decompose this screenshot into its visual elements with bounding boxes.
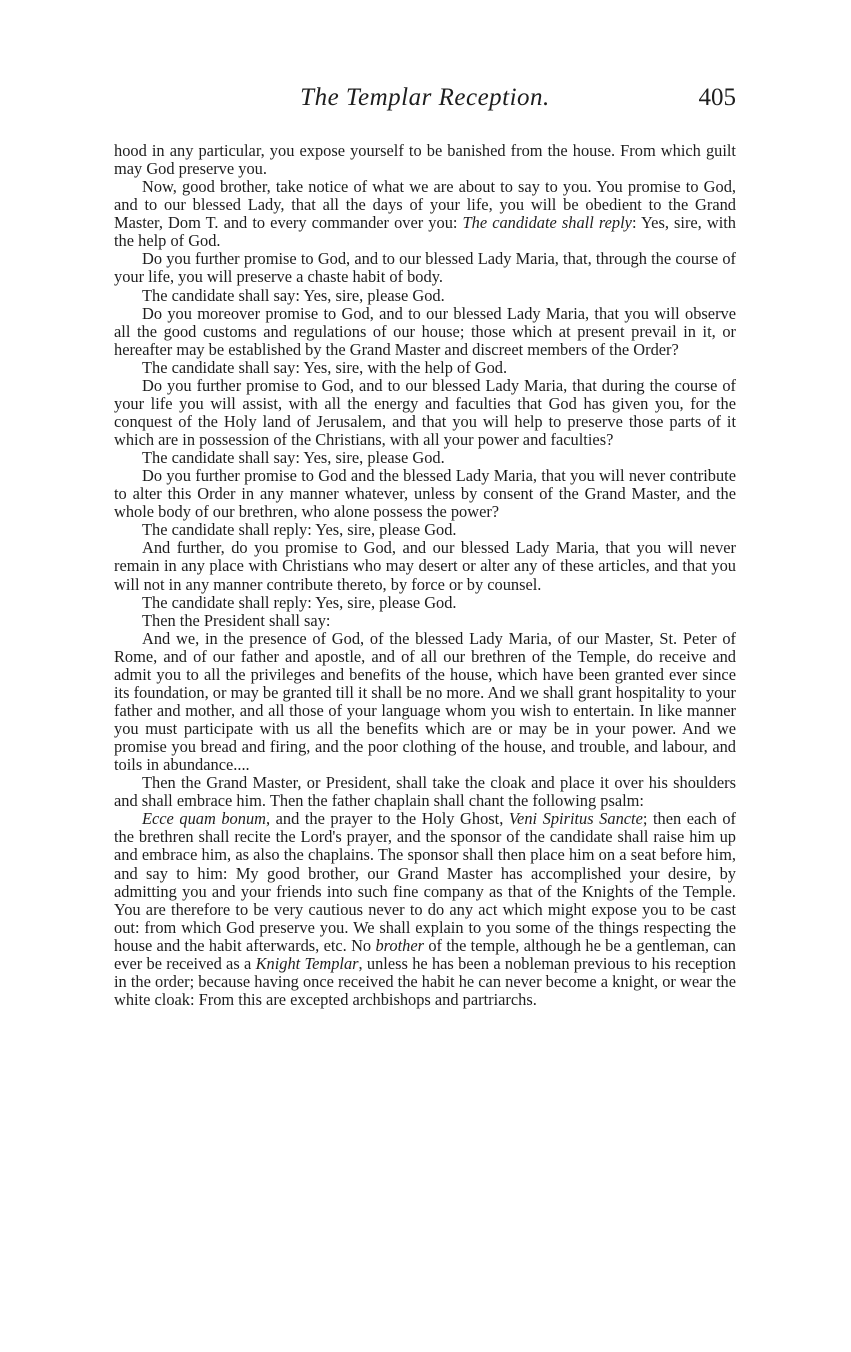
text-run: : Yes, sire, with the help of God.	[114, 213, 736, 251]
paragraph	[114, 178, 736, 250]
paragraph	[114, 774, 736, 810]
paragraph	[114, 377, 736, 449]
paragraph	[114, 539, 736, 593]
text-run: The candidate shall say: Yes, sire, please God.	[142, 448, 445, 468]
text-run: Do you further promise to God and the blessed Lady Maria, that you will never contribute to alter this Order in any manner whatever, unless by consent of the Grand Master, and the whole body of our brethren, who alone possess the power?	[114, 466, 736, 522]
page-number: 405	[698, 84, 736, 111]
text-run: And further, do you promise to God, and our blessed Lady Maria, that you will never remain in any place with Christians who may desert or alter any of these articles, and that you will not in any manner contribute thereto, by force or by counsel.	[114, 538, 736, 594]
paragraph	[114, 449, 736, 467]
paragraph	[114, 287, 736, 305]
paragraph	[114, 467, 736, 521]
text-run: Then the Grand Master, or President, shall take the cloak and place it over his shoulders and shall embrace him. Then the father chaplain shall chant the following psalm:	[114, 773, 736, 811]
text-run: The candidate shall say: Yes, sire, please God.	[142, 285, 445, 305]
text-run: Do you further promise to God, and to our blessed Lady Maria, that during the course of your life you will assist, with all the energy and faculties that God has given you, for the conquest of the Holy land of Jerusalem, and that you will help to preserve those parts of it which are in possession of the Christians, with all your power and faculties?	[114, 375, 736, 449]
italic-text: The candidate shall reply	[462, 213, 632, 233]
italic-text: Knight Templar	[255, 953, 359, 973]
text-run: The candidate shall say: Yes, sire, with the help of God.	[142, 357, 508, 377]
body-text	[114, 142, 736, 1009]
text-run: , and the prayer to the Holy Ghost,	[265, 809, 509, 829]
paragraph	[114, 810, 736, 1009]
text-run: Do you moreover promise to God, and to our blessed Lady Maria, that you will observe all the good customs and regulations of our house; those which at present prevail in it, or hereafter may be established by the Grand Master and discreet members of the Order?	[114, 303, 736, 359]
text-run: hood in any particular, you expose yourself to be banished from the house. From which guilt may God preserve you.	[114, 141, 736, 179]
paragraph	[114, 359, 736, 377]
running-head	[114, 84, 736, 120]
text-run: Do you further promise to God, and to our blessed Lady Maria, that, through the course of your life, you will preserve a chaste habit of body.	[114, 249, 736, 287]
text-run: of the temple, although he be a gentleman, can ever be received as a	[114, 935, 736, 973]
paragraph	[114, 521, 736, 539]
text-run: , unless he has been a nobleman previous to his reception in the order; because having once received the habit he can never become a knight, or wear the white cloak: From this are excepted archbishops and partriarchs.	[114, 953, 736, 1009]
paragraph	[114, 142, 736, 178]
text-run: The candidate shall reply: Yes, sire, please God.	[142, 520, 457, 540]
paragraph	[114, 630, 736, 775]
italic-text: brother	[375, 935, 425, 955]
italic-text: Ecce quam bonum	[142, 809, 266, 829]
paragraph	[114, 612, 736, 630]
text-run: The candidate shall reply: Yes, sire, please God.	[142, 592, 457, 612]
paragraph	[114, 305, 736, 359]
paragraph	[114, 594, 736, 612]
running-title: The Templar Reception.	[300, 84, 550, 111]
text-run: Now, good brother, take notice of what we are about to say to you. You promise to God, and to our blessed Lady, that all the days of your life, you will be obedient to the Grand Master, Dom T. and to every commander over you:	[114, 177, 736, 233]
text-run: Then the President shall say:	[142, 610, 331, 630]
text-run: ; then each of the brethren shall recite the Lord's prayer, and the sponsor of the candidate shall raise him up and embrace him, as also the chaplains. The sponsor shall then place him on a seat before him, and say to him: My good brother, our Grand Master has accomplished your desire, by admitting you and your friends into such fine company as that of the Knights of the Temple. You are therefore to be very cautious never to do any act which might expose you to be cast out: from which God preserve you. We shall explain to you some of the things respecting the house and the habit afterwards, etc. No	[114, 809, 736, 955]
paragraph	[114, 250, 736, 286]
text-run: And we, in the presence of God, of the blessed Lady Maria, of our Master, St. Peter of Rome, and of our father and apostle, and of all our brethren of the Temple, do receive and admit you to all the privileges and benefits of the house, which have been granted ever since its foundation, or may be granted till it shall be no more. And we shall grant hospitality to your father and mother, and all those of your language whom you wish to entertain. In like manner you must participate with us all the benefits which are or may be in your power. And we promise you bread and firing, and the poor clothing of the house, and trouble, and labour, and toils in abundance....	[114, 628, 736, 775]
italic-text: Veni Spiritus Sancte	[508, 809, 643, 829]
